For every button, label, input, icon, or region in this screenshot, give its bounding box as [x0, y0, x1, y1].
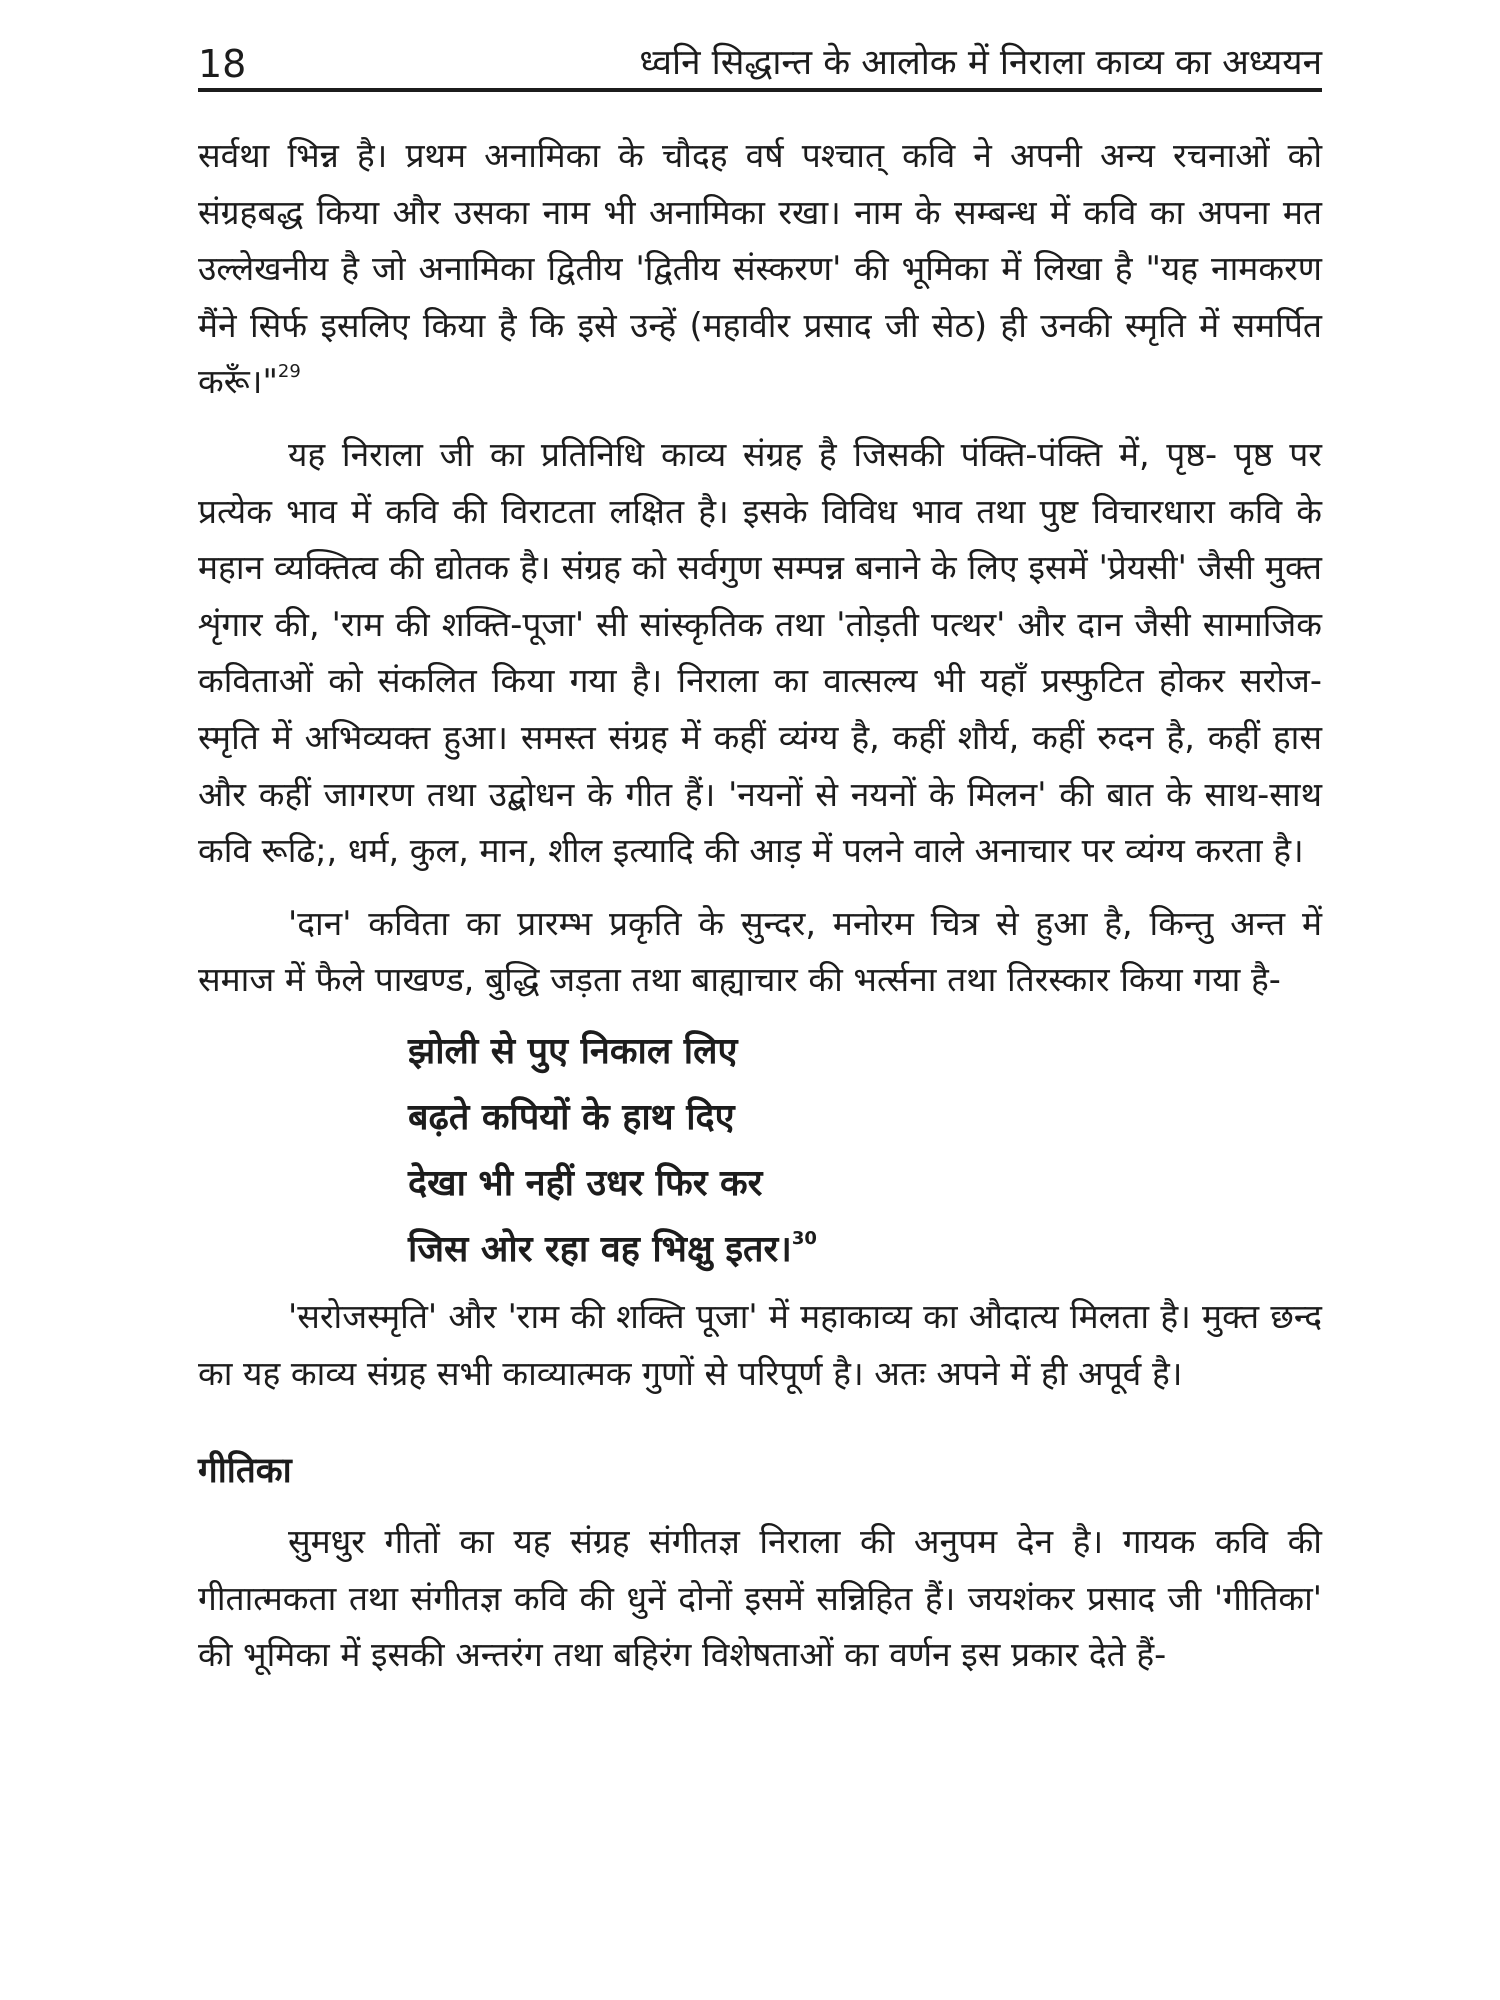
verse-line: झोली से पुए निकाल लिए: [408, 1030, 738, 1072]
page-number: 18: [198, 42, 247, 86]
page-body: [198, 128, 1322, 1684]
footnote-marker: 30: [791, 1227, 817, 1249]
paragraph-anamika-overview: यह निराला जी का प्रतिनिधि काव्य संग्रह है जिसकी पंक्ति-पंक्ति में, पृष्ठ- पृष्ठ पर प्रत्येक भाव में कवि की विराटता लक्षित है। इसके विविध भाव तथा पुष्ट विचारधारा कवि के महान व्यक्तित्व की द्योतक है। संग्रह को सर्वगुण सम्पन्न बनाने के लिए इसमें 'प्रेयसी' जैसी मुक्त शृंगार की, 'राम की शक्ति-पूजा' सी सांस्कृतिक तथा 'तोड़ती पत्थर' और दान जैसी सामाजिक कविताओं को संकलित किया गया है। निराला का वात्सल्य भी यहाँ प्रस्फुटित होकर सरोज-स्मृति में अभिव्यक्त हुआ। समस्त संग्रह में कहीं व्यंग्य है, कहीं शौर्य, कहीं रुदन है, कहीं हास और कहीं जागरण तथा उद्बोधन के गीत हैं। 'नयनों से नयनों के मिलन' की बात के साथ-साथ कवि रूढि;, धर्म, कुल, मान, शील इत्यादि की आड़ में पलने वाले अनाचार पर व्यंग्य करता है।: [198, 434, 1322, 871]
running-title: ध्वनि सिद्धान्त के आलोक में निराला काव्य का अध्ययन: [639, 43, 1322, 83]
paragraph-anamika-naming: [198, 128, 1322, 411]
paragraph-geetika: सुमधुर गीतों का यह संग्रह संगीतज्ञ निराला की अनुपम देन है। गायक कवि की गीतात्मकता तथा संगीतज्ञ कवि की धुनें दोनों इसमें सन्निहित हैं। जयशंकर प्रसाद जी 'गीतिका' की भूमिका में इसकी अन्तरंग तथा बहिरंग विशेषताओं का वर्णन इस प्रकार देते हैं-: [198, 1522, 1322, 1675]
verse-quotation: [198, 1019, 1322, 1283]
verse-line-last: [408, 1217, 1322, 1283]
section-heading-geetika: गीतिका: [198, 1451, 292, 1492]
footnote-marker: 29: [277, 361, 301, 383]
page-header: [198, 30, 1322, 92]
paragraph-text: सर्वथा भिन्न है। प्रथम अनामिका के चौदह वर्ष पश्चात् कवि ने अपनी अन्य रचनाओं को संग्रहबद्ध किया और उसका नाम भी अनामिका रखा। नाम के सम्बन्ध में कवि का अपना मत उल्लेखनीय है जो अनामिका द्वितीय 'द्वितीय संस्करण' की भूमिका में लिखा है "यह नामकरण मैंने सिर्फ इसलिए किया है कि इसे उन्हें (महावीर प्रसाद जी सेठ) ही उनकी स्मृति में समर्पित करूँ।": [198, 136, 1322, 402]
verse-line: देखा भी नहीं उधर फिर कर: [408, 1162, 763, 1204]
paragraph-sarojsmriti: 'सरोजस्मृति' और 'राम की शक्ति पूजा' में महाकाव्य का औदात्य मिलता है। मुक्त छन्द का यह काव्य संग्रह सभी काव्यात्मक गुणों से परिपूर्ण है। अतः अपने में ही अपूर्व है।: [198, 1296, 1322, 1393]
paragraph-daan-poem: 'दान' कविता का प्रारम्भ प्रकृति के सुन्दर, मनोरम चित्र से हुआ है, किन्तु अन्त में समाज में फैले पाखण्ड, बुद्धि जड़ता तथा बाह्याचार की भर्त्सना तथा तिरस्कार किया गया है-: [198, 903, 1322, 1000]
header-rule: [198, 88, 1322, 92]
verse-line: बढ़ते कपियों के हाथ दिए: [408, 1096, 735, 1138]
verse-line-text: जिस ओर रहा वह भिक्षु इतर।: [408, 1228, 792, 1270]
